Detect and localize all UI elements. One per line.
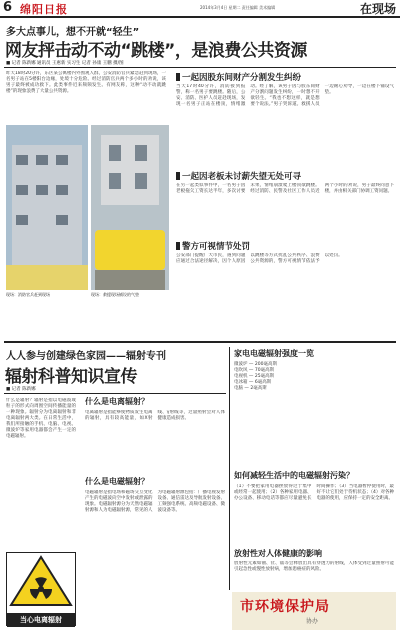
section1-text: 当天17时40分许，消防接到报警，称一名男子要跳楼。随后，公安、消防、医护人员赶赴现场，发现一名男子正站在楼顶，情绪激动。经了解，该男子因与股东间财产分割问题发生纠纷，一时想不开欲轻生。“我也不想这样，就是想要个说法。”男子哭诉道。救援人员一边耐心劝导，一边在楼下铺设气垫。 — [176, 84, 394, 107]
q1-heading: 什么是电离辐射？ — [85, 397, 149, 406]
section2-text: 在另一起类似事件中，一名男子因老板拖欠工资长达半年，多次讨要未果，情绪崩溃爬上楼顶欲跳楼。经过消防、民警及社区工作人员近两个小时的劝说，男子最终同意下楼，并由相关部门协调工资问题。 — [176, 183, 394, 194]
section-title: 在现场 — [359, 2, 396, 16]
page-number: 6 — [3, 0, 13, 15]
table-row: 电冰箱 — 6毫高斯 — [234, 380, 272, 385]
table-row: 电视机 — 25毫高斯 — [234, 374, 275, 379]
q1-text: 电离辐射是指能够使物质发生电离的辐射，具有较高能量，如X射线、γ射线等，过量照射会对人体健康造成损害。 — [85, 410, 225, 421]
table-row: 微波炉 — 200毫高斯 — [234, 362, 277, 367]
radiation-sign-label: 当心电离辐射 — [7, 613, 75, 627]
airbag-illustration-icon — [91, 125, 169, 290]
section3-text: 公安部门提醒广大市民，遇到问题应通过合法途径解决，因个人原因以跳楼等方式扰乱公共秩序、浪费公共资源的，警方可视情节依法予以处罚。 — [176, 253, 343, 264]
byline-rule — [4, 67, 396, 68]
appliance-table — [234, 362, 394, 392]
right-text-2: （1）不要把家用电器摆放得过于集中或经常一起使用；（2）各种家用电器、办公设备、移动电话等都应尽量避免长时间操作；（3）当电器暂停使用时，最好不让它们处于待机状态；（4）对各种电器的使用，应保持一定的安全距离。 — [234, 484, 394, 501]
radiation-warning-icon — [7, 553, 75, 609]
radiation-sign — [6, 552, 76, 626]
sponsor-title: 市环境保护局 — [240, 599, 330, 615]
photo-airbag — [91, 125, 169, 290]
q2-heading: 什么是电磁辐射？ — [85, 477, 149, 486]
story2-kicker: 人人参与创建绿色家园——辐射专刊 — [6, 351, 166, 362]
story-divider — [4, 341, 396, 343]
right-text-3: 放射性元素如铀、钍、镭等会释放出具有穿透力的射线，人体受到过量照射可能引起急性或慢性放射病，增加患癌症的风险。 — [234, 561, 394, 572]
story1-headline: 网友抨击动不动“跳楼”，是浪费公共资源 — [5, 41, 307, 61]
photo-rescue — [6, 125, 88, 290]
section1-heading: 一起因股东间财产分割发生纠纷 — [176, 71, 301, 83]
building-illustration-icon — [6, 125, 88, 290]
sponsor-sub: 协办 — [306, 618, 319, 625]
photo-caption-2: 现场：救援现场铺设的气垫 — [91, 292, 139, 297]
right-heading-1: 家电电磁辐射强度一览 — [234, 349, 314, 358]
right-heading-3: 放射性对人体健康的影响 — [234, 549, 322, 558]
story1-lead: 昨天18时20分许，东区某公寓楼内外围观人群，公安消防官兵紧急赶到现场，一名男子站在5楼阳台边缘，处境十分危险。经过消防官兵两个多小时的劝说，该男子最终被成功救下。此类事件近来频频发生。有网友称，这种“动不动就跳楼”的现象浪费了大量公共资源。 — [6, 71, 166, 94]
story1-kicker: 多大点事儿，想不开就“轻生” — [6, 27, 140, 38]
story2-byline-rule — [4, 393, 226, 394]
story2-byline: ■ 记者 陈新娜 — [6, 387, 36, 392]
newspaper-logo: 绵阳日报 — [20, 3, 68, 16]
story1-byline: ■ 记者 陈新娜 通讯员 王惠新 实习生 记者 孙康 王鹏 摄/图 — [6, 61, 124, 66]
column-divider — [229, 347, 230, 590]
date-meta: 2014年3月4日 星期二 责任编辑 美术编辑 — [200, 5, 276, 10]
section2-heading: 一起因老板未讨薪失望无处可寻 — [176, 170, 301, 182]
table-row: 电脑 — 2毫高斯 — [234, 386, 267, 391]
right-heading-2: 如何减轻生活中的电磁辐射污染？ — [234, 471, 354, 480]
table-row: 电吹风 — 70毫高斯 — [234, 368, 275, 373]
story2-headline: 辐射科普知识宣传 — [5, 367, 137, 387]
q2-text: 电磁辐射是指电场和磁场交互变化产生的电磁波向空中发射或泄露的现象。电磁辐射源分为天然电磁辐射源和人为电磁辐射源，常见的人为电磁辐射源包括：广播电视发射设备、通信雷达及导航发射设备、工频强电系统、高频电磁设备、微波设备等。 — [85, 490, 225, 513]
section3-heading: 警方可视情节处罚 — [176, 240, 250, 252]
header-rule — [0, 16, 400, 18]
story2-intro: 什么是辐射？辐射是指以电磁波或粒子的形式向周围空间传播能量的一种现象。辐射分为电离辐射和非电离辐射两大类。在日常生活中，我们所接触的手机、电脑、电视、微波炉等家用电器都会产生一定的电磁辐射。 — [6, 398, 76, 439]
photo-caption-1: 现场：消防官兵赶到现场 — [6, 292, 50, 297]
